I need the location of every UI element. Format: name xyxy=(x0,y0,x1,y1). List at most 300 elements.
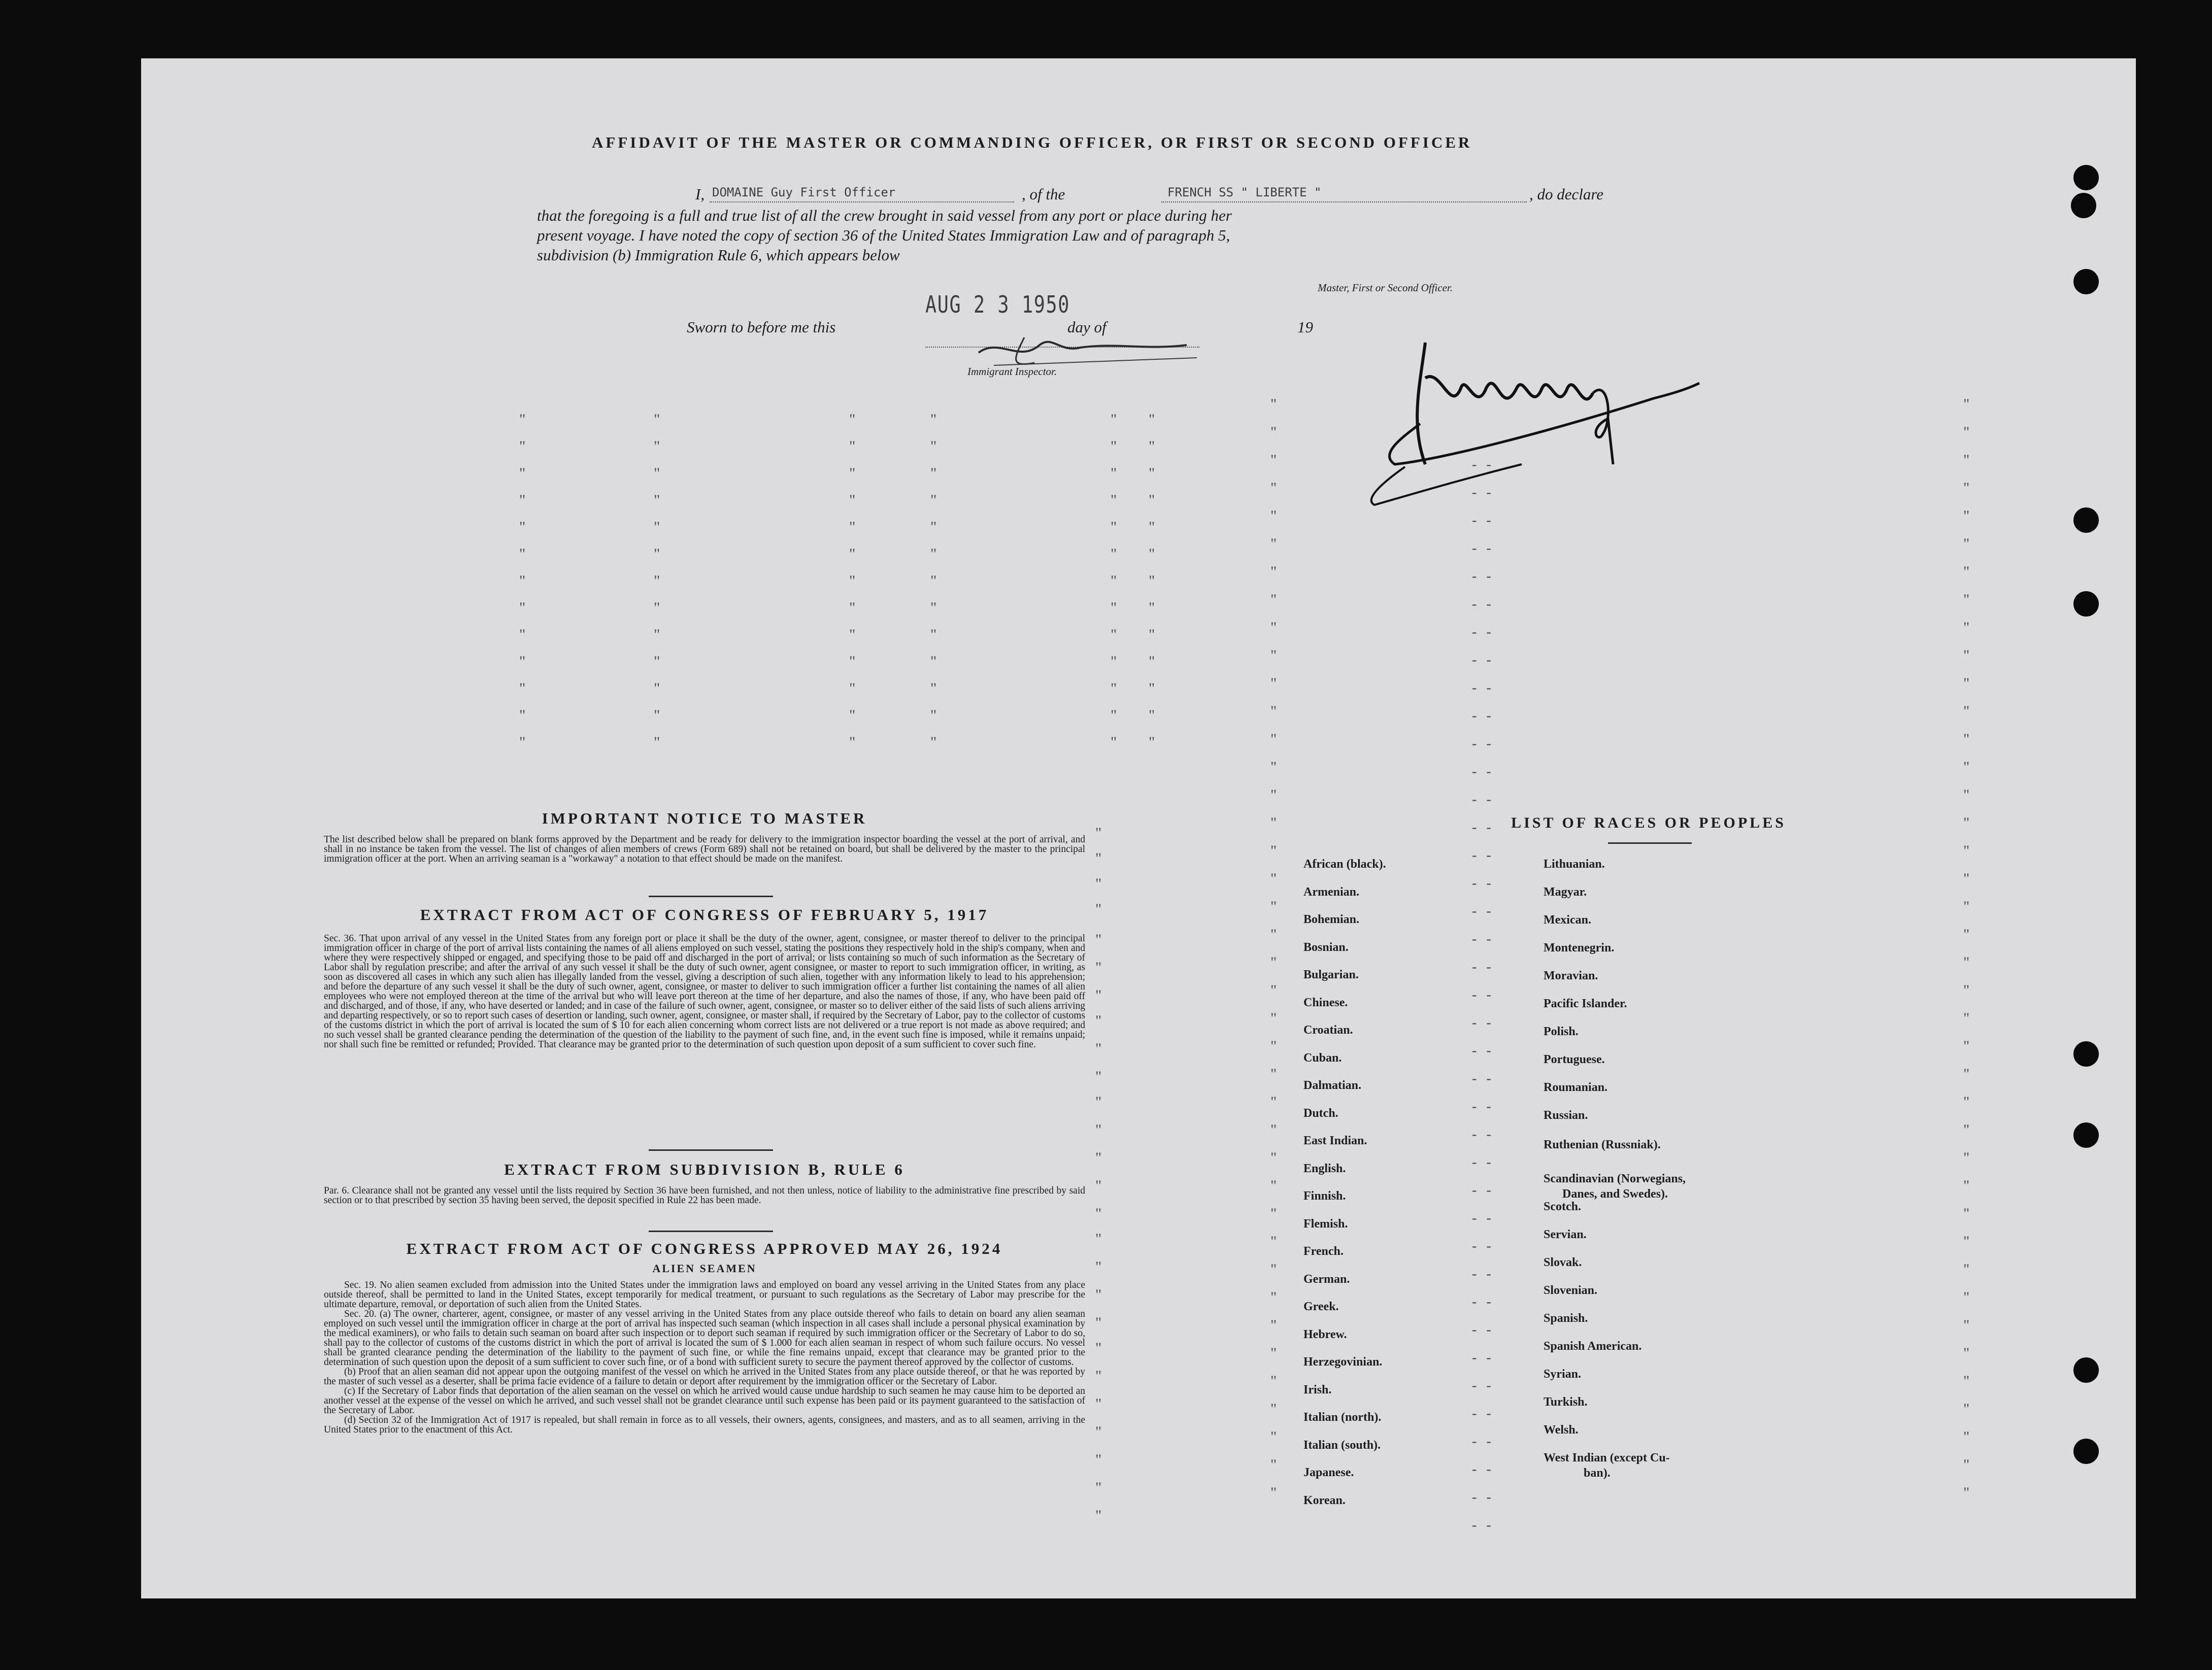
race-item: Korean. xyxy=(1303,1493,1346,1507)
race-item: Japanese. xyxy=(1303,1466,1354,1479)
dash-mark: - - xyxy=(1472,1517,1494,1533)
affidavit-i: I, xyxy=(695,185,705,203)
ditto-mark: " xyxy=(1963,870,1970,887)
race-item: German. xyxy=(1303,1272,1350,1286)
dash-mark: - - xyxy=(1472,596,1494,612)
ditto-mark: " xyxy=(1270,647,1277,664)
dash-mark: - - xyxy=(1472,1071,1494,1086)
ditto-mark: " xyxy=(1111,519,1117,535)
race-item: Flemish. xyxy=(1303,1217,1348,1231)
ditto-mark: " xyxy=(654,599,660,616)
ditto-mark: " xyxy=(1270,954,1277,971)
ditto-mark: " xyxy=(849,653,856,670)
ditto-mark: " xyxy=(1270,926,1277,943)
ditto-mark: " xyxy=(930,707,937,724)
ditto-mark: " xyxy=(1270,1345,1277,1361)
ditto-mark: " xyxy=(849,465,856,482)
ditto-mark: " xyxy=(1149,546,1155,562)
date-stamp: AUG 2 3 1950 xyxy=(925,291,1070,318)
race-item: Finnish. xyxy=(1303,1189,1346,1203)
affidavit-line-3: present voyage. I have noted the copy of section 36 of the United States Immigration Law and of paragraph 5, xyxy=(537,226,1230,244)
ditto-mark: " xyxy=(1270,424,1277,440)
dash-mark: - - xyxy=(1472,875,1494,891)
punch-hole xyxy=(2073,269,2099,294)
ditto-mark: " xyxy=(519,680,526,697)
dash-mark: - - xyxy=(1472,1489,1494,1505)
dash-mark: - - xyxy=(1472,736,1494,752)
race-item: Bohemian. xyxy=(1303,913,1360,926)
ditto-mark: " xyxy=(1963,480,1970,496)
race-item: Lithuanian. xyxy=(1544,858,1605,871)
dash-mark: - - xyxy=(1472,1182,1494,1198)
ditto-mark: " xyxy=(849,411,856,428)
ditto-mark: " xyxy=(1111,734,1117,751)
ditto-mark: " xyxy=(1963,1121,1970,1138)
ditto-mark: " xyxy=(1095,1451,1102,1468)
ditto-mark: " xyxy=(1963,1401,1970,1417)
ditto-mark: " xyxy=(1963,1261,1970,1278)
dash-mark: - - xyxy=(1472,457,1494,472)
ditto-mark: " xyxy=(1963,703,1970,720)
race-item: Polish. xyxy=(1544,1025,1579,1038)
ditto-mark: " xyxy=(1270,675,1277,692)
race-item: Hebrew. xyxy=(1303,1327,1347,1341)
ditto-mark: " xyxy=(1095,825,1102,841)
ditto-mark: " xyxy=(1963,1289,1970,1306)
ditto-mark: " xyxy=(1149,411,1155,428)
ditto-mark: " xyxy=(1963,1428,1970,1445)
ditto-mark: " xyxy=(1963,1038,1970,1054)
race-item: East Indian. xyxy=(1303,1134,1367,1147)
ditto-mark: " xyxy=(519,572,526,589)
ditto-mark: " xyxy=(930,626,937,643)
ditto-mark: " xyxy=(1095,850,1102,867)
ditto-mark: " xyxy=(519,492,526,508)
sec-20c: (c) If the Secretary of Labor finds that deportation of the alien seaman on the vessel on which he arrived would cause undue hardship to such seamen he may cause him to be deported an another vessel at the expense of the vessel on which he arrived, and such vessel shall not be grandet clearance until such expense has been paid or its payment guaranteed to the satisfaction of the Secretary of Labor. xyxy=(324,1386,1085,1416)
ditto-mark: " xyxy=(1270,1177,1277,1194)
ditto-mark: " xyxy=(1111,546,1117,562)
ditto-mark: " xyxy=(1149,734,1155,751)
ditto-mark: " xyxy=(930,546,937,562)
divider xyxy=(649,1231,773,1232)
dash-mark: - - xyxy=(1472,652,1494,668)
ditto-mark: " xyxy=(1111,626,1117,643)
ditto-mark: " xyxy=(1270,535,1277,552)
punch-hole xyxy=(2073,1357,2099,1383)
ditto-mark: " xyxy=(1149,465,1155,482)
ditto-mark: " xyxy=(1963,1010,1970,1027)
ditto-mark: " xyxy=(1111,438,1117,455)
sec-20d: (d) Section 32 of the Immigration Act of 1917 is repealed, but shall remain in force as to all vessels, their owners, agents, consignees, and masters, and as to all seamen, arriving in the United States prior to the enactment of this Act. xyxy=(324,1415,1085,1435)
ditto-mark: " xyxy=(1270,1484,1277,1501)
dash-mark: - - xyxy=(1472,1127,1494,1142)
ditto-mark: " xyxy=(1095,1368,1102,1384)
races-title: LIST OF RACES OR PEOPLES xyxy=(1511,814,1786,831)
ditto-mark: " xyxy=(1270,507,1277,524)
ditto-mark: " xyxy=(654,411,660,428)
ditto-mark: " xyxy=(1270,1289,1277,1306)
ditto-mark: " xyxy=(1111,680,1117,697)
race-item: Scotch. xyxy=(1544,1200,1581,1213)
ditto-mark: " xyxy=(849,707,856,724)
ditto-mark: " xyxy=(930,680,937,697)
race-item: Chinese. xyxy=(1303,996,1348,1009)
ditto-mark: " xyxy=(1095,931,1102,948)
ditto-mark: " xyxy=(1270,842,1277,859)
extract-1917-text: Sec. 36. That upon arrival of any vessel in the United States from any foreign port or place it shall be the duty of the owner, agent, consignee, or master thereof to deliver to the principal immigration officer in charge of the port of arrival lists containing the names of all aliens employed on such vessel, stating the positions they respectively hold in the ship's company, when and where they were respectively shipped or engaged, and specifying those to be paid off and discharged in the port of arrival; or lists containing so much of such information as the Secretary of Labor shall by regulation prescribe; and after the arrival of any such vessel it shall be the duty of such owner, agent consignee, or master to report to such immigration officer, in writing, as soon as discovered all cases in which any such alien has illegally landed from the vessel, giving a description of such alien, together with any information likely to lead to his apprehension; and before the departure of any such vessel it shall be the duty of such owner, agent, consignee, or master to deliver to such immigration officer a further list containing the names of all alien employees who were not employed thereon at the time of the arrival but who will leave port thereon at the time of her departure, and also the names of those, if any, who have been paid off and discharged, and of those, if any, who have deserted or landed; and in case of the failure of such owner, agent, consignee, or master so to deliver either of the said lists of such aliens arriving and departing respectively, or so to report such cases of desertion or landing, such owner, agent, consignee, or master shall, if required by the Secretary of Labor, pay to the collector of customs of the customs district in which the port of arrival is located the sum of $ 10 for each alien concerning whom correct lists are not delivered or a true report is not made as above required; and no such vessel shall be granted clearance pending the determination of the question of the liability to the payment of such fine, and, in the event such fine is imposed, while it remains unpaid; nor shall such fine be remitted or refunded; Provided. That clearance may be granted prior to the determination of such question upon deposit of a sum sufficient to cover such fine. xyxy=(324,933,1085,1050)
race-item: Ruthenian (Russniak). xyxy=(1544,1138,1661,1151)
ditto-mark: " xyxy=(1111,411,1117,428)
officer-caption: Master, First or Second Officer. xyxy=(1318,282,1453,294)
ditto-mark: " xyxy=(849,680,856,697)
ditto-mark: " xyxy=(1270,1456,1277,1473)
race-item: Pacific Islander. xyxy=(1544,997,1627,1010)
race-item: Roumanian. xyxy=(1544,1081,1608,1094)
ditto-mark: " xyxy=(1963,591,1970,608)
ditto-mark: " xyxy=(1963,1205,1970,1222)
ditto-mark: " xyxy=(654,734,660,751)
ditto-mark: " xyxy=(1270,731,1277,747)
ditto-mark: " xyxy=(849,492,856,508)
ditto-mark: " xyxy=(1270,1010,1277,1027)
race-item: Bosnian. xyxy=(1303,940,1349,954)
ditto-mark: " xyxy=(519,653,526,670)
race-item: Montenegrin. xyxy=(1544,941,1615,955)
ditto-mark: " xyxy=(1095,1258,1102,1275)
ditto-mark: " xyxy=(654,626,660,643)
ditto-mark: " xyxy=(1963,675,1970,692)
race-item: Cuban. xyxy=(1303,1051,1342,1065)
ditto-mark: " xyxy=(1963,759,1970,775)
dash-mark: - - xyxy=(1472,680,1494,696)
ditto-mark: " xyxy=(1111,599,1117,616)
race-item: Welsh. xyxy=(1544,1423,1579,1437)
race-item: West Indian (except Cu- xyxy=(1544,1451,1670,1464)
dash-mark: - - xyxy=(1472,1154,1494,1170)
dash-mark: - - xyxy=(1472,1461,1494,1477)
ditto-mark: " xyxy=(1095,1121,1102,1138)
ditto-mark: " xyxy=(1111,465,1117,482)
race-item: Dalmatian. xyxy=(1303,1079,1361,1092)
race-item: French. xyxy=(1303,1245,1344,1258)
ditto-mark: " xyxy=(1963,926,1970,943)
ditto-mark: " xyxy=(654,680,660,697)
ditto-mark: " xyxy=(1270,703,1277,720)
ditto-mark: " xyxy=(1270,870,1277,887)
dash-mark: - - xyxy=(1472,987,1494,1003)
punch-hole xyxy=(2073,165,2099,190)
dash-mark: - - xyxy=(1472,1043,1494,1059)
sec-19: Sec. 19. No alien seamen excluded from admission into the United States under the immigration laws and employed on board any vessel arriving in the United States from any place outside thereof, shall be permitted to land in the United States, except temporarily for medical treatment, or pursuant to such regulations as the Secretary of Labor may prescribe for the ultimate departure, removal, or deportation of such alien from the United States. xyxy=(324,1280,1085,1310)
dash-mark: - - xyxy=(1472,1099,1494,1114)
dash-mark: - - xyxy=(1472,485,1494,500)
ditto-mark: " xyxy=(1270,619,1277,636)
ditto-mark: " xyxy=(1963,1456,1970,1473)
ditto-mark: " xyxy=(1095,875,1102,892)
punch-hole xyxy=(2073,1439,2099,1464)
ditto-mark: " xyxy=(1149,572,1155,589)
ditto-mark: " xyxy=(1963,507,1970,524)
ditto-mark: " xyxy=(1270,1401,1277,1417)
ditto-mark: " xyxy=(1270,591,1277,608)
ditto-mark: " xyxy=(1270,1428,1277,1445)
ditto-mark: " xyxy=(849,546,856,562)
ditto-mark: " xyxy=(849,572,856,589)
ditto-mark: " xyxy=(1963,954,1970,971)
divider xyxy=(1608,842,1692,844)
affidavit-of-the: , of the xyxy=(1022,185,1065,203)
ditto-mark: " xyxy=(1149,626,1155,643)
ditto-mark: " xyxy=(1149,599,1155,616)
ditto-mark: " xyxy=(1963,535,1970,552)
dash-mark: - - xyxy=(1472,1015,1494,1031)
race-item: African (black). xyxy=(1303,858,1386,871)
ditto-mark: " xyxy=(519,734,526,751)
ditto-mark: " xyxy=(519,599,526,616)
ditto-mark: " xyxy=(849,734,856,751)
ditto-mark: " xyxy=(849,599,856,616)
ditto-mark: " xyxy=(1095,1177,1102,1194)
ditto-mark: " xyxy=(1149,492,1155,508)
sec-20a: Sec. 20. (a) The owner, charterer, agent, consignee, or master of any vessel arriving in the United States from any place outside thereof who fails to detain on board any alien seaman employed on such vessel until the immigration officer in charge at the port of arrival has inspected such seaman (which inspection in all cases shall include a personal physical examination by the medical examiners), or who fails to detain such seaman on board after such inspection or to deport such seaman if required by such immigration officer or the Secretary of Labor to do so, shall pay to the collector of customs of the customs district in which the port of arrival is located the sum of $ 1.000 for each alien seaman in respect of whom such failure occurs. No vessel shall be granted clearance pending the determination of the liability to the payment of such fine, or while the fine remains unpaid, except that clearance may be granted prior to the determination of such question upon the deposit of a sum sufficient to cover such fine, or of a bond with sufficient surety to secure the payment thereof approved by the collector of customs. xyxy=(324,1309,1085,1368)
race-item: Bulgarian. xyxy=(1303,968,1359,981)
race-item: Slovak. xyxy=(1544,1256,1582,1269)
ditto-mark: " xyxy=(1963,619,1970,636)
ditto-mark: " xyxy=(1095,1231,1102,1247)
inspector-initials xyxy=(963,322,1217,378)
ditto-mark: " xyxy=(1270,563,1277,580)
sec-20b: (b) Proof that an alien seaman did not appear upon the outgoing manifest of the vessel on which he arrived in the United States from any place outside thereof, or that he was reported by the master of such vessel as a deserter, shall be prima facie evidence of a failure to detain or deport after requirement by the immigration officer or the Secretary of Labor. xyxy=(324,1367,1085,1387)
affidavit-line-2: that the foregoing is a full and true list of all the crew brought in said vessel from any port or place during her xyxy=(537,207,1232,224)
dash-mark: - - xyxy=(1472,959,1494,975)
ditto-mark: " xyxy=(654,653,660,670)
ditto-mark: " xyxy=(654,707,660,724)
ditto-mark: " xyxy=(1095,987,1102,1004)
dash-mark: - - xyxy=(1472,540,1494,556)
ditto-mark: " xyxy=(1963,452,1970,468)
race-item: English. xyxy=(1303,1162,1346,1175)
dash-mark: - - xyxy=(1472,568,1494,584)
ditto-mark: " xyxy=(1270,759,1277,775)
ditto-mark: " xyxy=(519,411,526,428)
ditto-mark: " xyxy=(1111,707,1117,724)
race-item: Syrian. xyxy=(1544,1368,1582,1381)
ditto-mark: " xyxy=(1095,1340,1102,1356)
ditto-mark: " xyxy=(930,438,937,455)
dash-mark: - - xyxy=(1472,1238,1494,1254)
ditto-mark: " xyxy=(519,438,526,455)
affidavit-line-4: subdivision (b) Immigration Rule 6, which appears below xyxy=(537,246,900,264)
ditto-mark: " xyxy=(654,438,660,455)
punch-hole xyxy=(2073,1122,2099,1148)
ditto-mark: " xyxy=(654,519,660,535)
ditto-mark: " xyxy=(519,707,526,724)
ditto-mark: " xyxy=(1270,787,1277,803)
ditto-mark: " xyxy=(930,653,937,670)
ditto-mark: " xyxy=(1963,982,1970,999)
race-item: Italian (south). xyxy=(1303,1438,1381,1452)
race-item: Dutch. xyxy=(1303,1106,1338,1120)
divider xyxy=(649,1149,773,1151)
dash-mark: - - xyxy=(1472,903,1494,919)
ditto-mark: " xyxy=(654,492,660,508)
ditto-mark: " xyxy=(1963,1484,1970,1501)
day-of-text: day of xyxy=(1067,318,1107,336)
ditto-mark: " xyxy=(1963,424,1970,440)
race-item: Servian. xyxy=(1544,1228,1587,1241)
ditto-mark: " xyxy=(1963,731,1970,747)
dash-mark: - - xyxy=(1472,847,1494,863)
notice-text: The list described below shall be prepared on blank forms approved by the Department and be ready for delivery to the immigration inspector boarding the vessel at the port of arrival, and shall in no instance be taken from the vessel. The list of changes of alien members of crews (Form 689) shall not be retained on board, but shall be delivered by the master to the principal immigration officer at the port. When an arriving seaman is a "workaway" a notation to that effect should be made on the manifest. xyxy=(324,834,1085,864)
race-item-continued: Danes, and Swedes). xyxy=(1562,1187,1668,1201)
race-item: Magyar. xyxy=(1544,885,1587,899)
ditto-mark: " xyxy=(1963,1094,1970,1110)
ditto-mark: " xyxy=(1149,680,1155,697)
ditto-mark: " xyxy=(1270,1038,1277,1054)
dash-mark: - - xyxy=(1472,1294,1494,1310)
race-item: Moravian. xyxy=(1544,969,1598,982)
race-item: Portuguese. xyxy=(1544,1053,1605,1066)
vessel-name-line xyxy=(1161,201,1527,202)
ditto-mark: " xyxy=(1963,1177,1970,1194)
ditto-mark: " xyxy=(1963,647,1970,664)
ditto-mark: " xyxy=(849,438,856,455)
race-item: Greek. xyxy=(1303,1300,1339,1313)
ditto-mark: " xyxy=(1270,396,1277,413)
extract-1924-title: EXTRACT FROM ACT OF CONGRESS APPROVED MAY 26, 1924 xyxy=(406,1240,1003,1257)
ditto-mark: " xyxy=(930,465,937,482)
dash-mark: - - xyxy=(1472,708,1494,724)
race-item: Irish. xyxy=(1303,1383,1332,1396)
document-page xyxy=(141,58,2136,1598)
notice-title: IMPORTANT NOTICE TO MASTER xyxy=(542,809,867,827)
ditto-mark: " xyxy=(1963,842,1970,859)
ditto-mark: " xyxy=(1270,1205,1277,1222)
race-item: Scandinavian (Norwegians, xyxy=(1544,1172,1686,1185)
ditto-mark: " xyxy=(1095,901,1102,917)
ditto-mark: " xyxy=(654,572,660,589)
race-item: Armenian. xyxy=(1303,885,1359,899)
vessel-name: FRENCH SS " LIBERTE " xyxy=(1167,185,1322,199)
ditto-mark: " xyxy=(1963,814,1970,831)
ditto-mark: " xyxy=(1270,480,1277,496)
ditto-mark: " xyxy=(930,599,937,616)
dash-mark: - - xyxy=(1472,764,1494,779)
dash-mark: - - xyxy=(1472,792,1494,807)
extract-1924-subtitle: ALIEN SEAMEN xyxy=(652,1262,757,1275)
ditto-mark: " xyxy=(1270,1261,1277,1278)
extract-rule6-text: Par. 6. Clearance shall not be granted any vessel until the lists required by Section 36 have been furnished, and not then unless, notice of liability to the administrative fine prescribed by said section or to that prescribed by section 35 having been served, the deposit specified in Rule 22 has been made. xyxy=(324,1185,1085,1206)
ditto-mark: " xyxy=(1149,707,1155,724)
dash-mark: - - xyxy=(1472,1434,1494,1449)
ditto-mark: " xyxy=(1270,1121,1277,1138)
ditto-mark: " xyxy=(1095,1479,1102,1496)
ditto-mark: " xyxy=(930,572,937,589)
dash-mark: - - xyxy=(1472,513,1494,528)
ditto-mark: " xyxy=(1963,787,1970,803)
ditto-mark: " xyxy=(1270,1094,1277,1110)
ditto-mark: " xyxy=(1111,492,1117,508)
ditto-mark: " xyxy=(1270,1066,1277,1082)
ditto-mark: " xyxy=(519,626,526,643)
affidavit-do-declare: , do declare xyxy=(1529,185,1604,203)
ditto-mark: " xyxy=(1095,1149,1102,1166)
ditto-mark: " xyxy=(1149,519,1155,535)
ditto-mark: " xyxy=(930,519,937,535)
ditto-mark: " xyxy=(1149,653,1155,670)
punch-hole xyxy=(2073,507,2099,533)
ditto-mark: " xyxy=(849,626,856,643)
dash-mark: - - xyxy=(1472,1322,1494,1338)
inspector-caption: Immigrant Inspector. xyxy=(967,365,1057,378)
ditto-mark: " xyxy=(1095,1423,1102,1440)
ditto-mark: " xyxy=(519,519,526,535)
race-item: Spanish American. xyxy=(1544,1340,1642,1353)
dash-mark: - - xyxy=(1472,1406,1494,1421)
extract-rule6-title: EXTRACT FROM SUBDIVISION B, RULE 6 xyxy=(504,1161,905,1178)
race-item: Italian (north). xyxy=(1303,1411,1382,1424)
ditto-mark: " xyxy=(1095,1286,1102,1303)
dash-mark: - - xyxy=(1472,931,1494,947)
ditto-mark: " xyxy=(849,519,856,535)
ditto-mark: " xyxy=(930,411,937,428)
ditto-mark: " xyxy=(1270,1373,1277,1389)
ditto-mark: " xyxy=(1963,898,1970,915)
ditto-mark: " xyxy=(519,465,526,482)
ditto-mark: " xyxy=(1111,653,1117,670)
ditto-mark: " xyxy=(654,546,660,562)
ditto-mark: " xyxy=(1963,1066,1970,1082)
officer-name-line xyxy=(710,201,1014,202)
ditto-mark: " xyxy=(1111,572,1117,589)
ditto-mark: " xyxy=(1270,452,1277,468)
ditto-mark: " xyxy=(654,465,660,482)
race-item: Herzegovinian. xyxy=(1303,1355,1383,1369)
affidavit-title: AFFIDAVIT OF THE MASTER OR COMMANDING OFFICER, OR FIRST OR SECOND OFFICER xyxy=(592,133,1472,151)
ditto-mark: " xyxy=(1095,959,1102,976)
ditto-mark: " xyxy=(1149,438,1155,455)
ditto-mark: " xyxy=(1270,1233,1277,1250)
dash-mark: - - xyxy=(1472,624,1494,640)
officer-name: DOMAINE Guy First Officer xyxy=(712,185,896,199)
dash-mark: - - xyxy=(1472,1266,1494,1282)
ditto-mark: " xyxy=(1095,1040,1102,1057)
ditto-mark: " xyxy=(1963,1317,1970,1334)
ditto-mark: " xyxy=(1963,1149,1970,1166)
ditto-mark: " xyxy=(1963,396,1970,413)
race-item: Croatian. xyxy=(1303,1024,1353,1037)
ditto-mark: " xyxy=(1095,1395,1102,1412)
sworn-text: Sworn to before me this xyxy=(687,318,836,336)
ditto-mark: " xyxy=(1963,1233,1970,1250)
dash-mark: - - xyxy=(1472,1210,1494,1226)
ditto-mark: " xyxy=(1963,1345,1970,1361)
race-item: Turkish. xyxy=(1544,1395,1588,1409)
ditto-mark: " xyxy=(1095,1507,1102,1524)
ditto-mark: " xyxy=(930,492,937,508)
race-item: Mexican. xyxy=(1544,913,1591,927)
ditto-mark: " xyxy=(1095,1314,1102,1331)
ditto-mark: " xyxy=(1270,1149,1277,1166)
ditto-mark: " xyxy=(930,734,937,751)
punch-hole xyxy=(2071,193,2096,218)
punch-hole xyxy=(2073,1041,2099,1067)
dash-mark: - - xyxy=(1472,1350,1494,1366)
ditto-mark: " xyxy=(1095,1205,1102,1222)
punch-hole xyxy=(2073,591,2099,617)
race-item-continued: ban). xyxy=(1584,1467,1611,1480)
ditto-mark: " xyxy=(519,546,526,562)
